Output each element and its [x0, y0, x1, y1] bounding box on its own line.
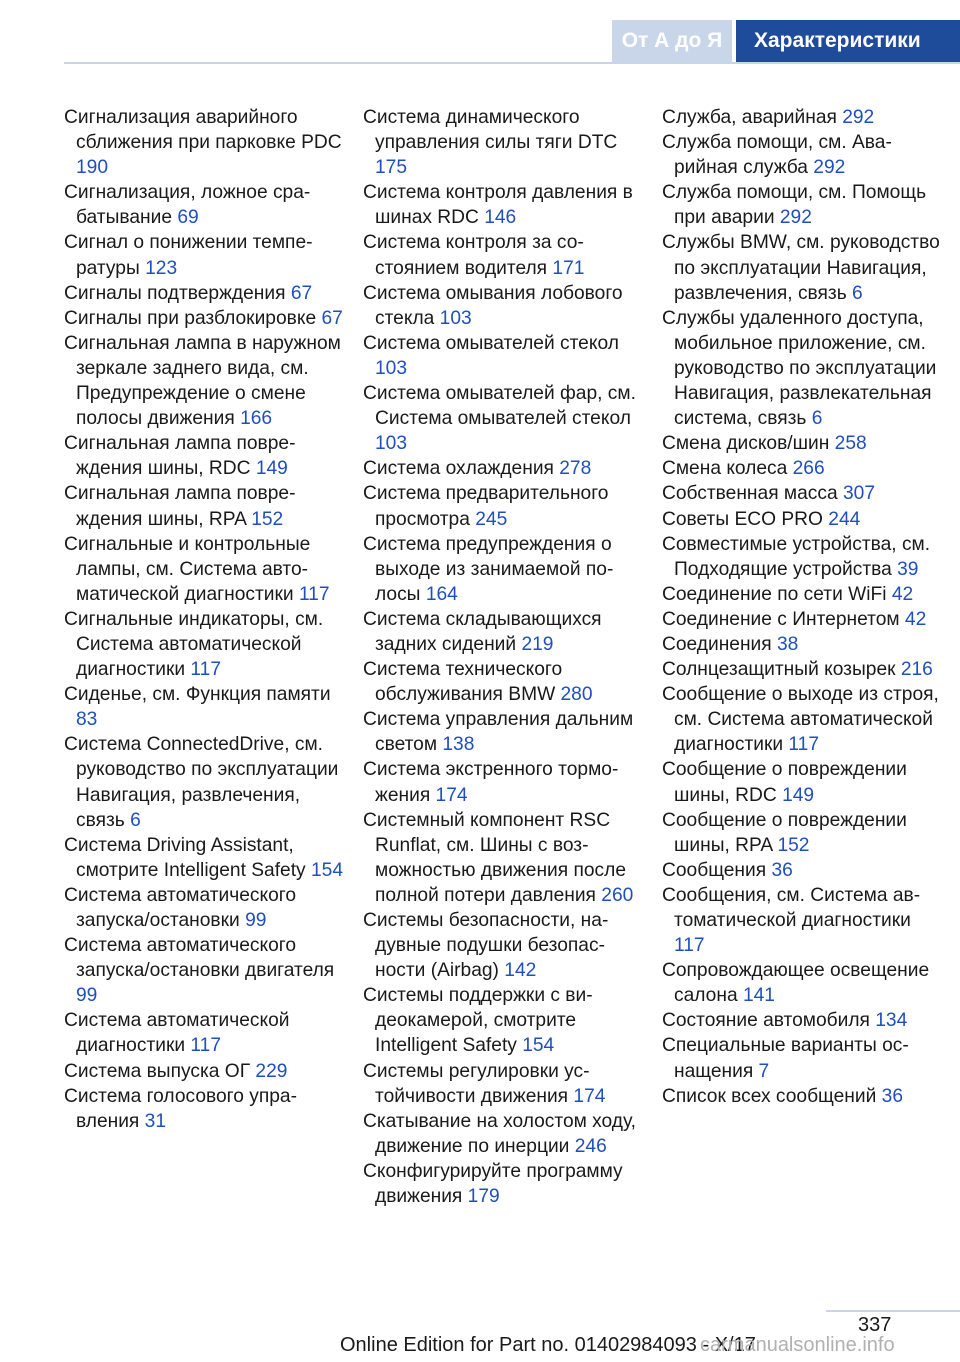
index-entry [363, 1159, 645, 1209]
entry-term: Система омывателей фар, см. Система омывателей стекол [363, 383, 636, 430]
page-header [0, 20, 960, 62]
index-entry [363, 381, 645, 456]
index-entry [363, 180, 645, 230]
index-entry [662, 507, 944, 532]
index-entry [662, 632, 944, 657]
entry-term: Система омывания лобового стекла [363, 282, 623, 329]
page-number: 337 [858, 1314, 892, 1336]
index-entry [662, 657, 944, 682]
page-link[interactable]: 6 [811, 408, 823, 430]
index-entry [662, 105, 944, 130]
page-link[interactable]: 138 [442, 734, 475, 756]
index-entry [363, 532, 645, 607]
entry-term: Система выпуска ОГ [64, 1060, 256, 1082]
entry-term: Сигнальная лампа в наружном зеркале заднего вида, см. Предупреждение о смене полосы движения [64, 332, 341, 430]
page-link[interactable]: 36 [881, 1085, 904, 1107]
entry-term: Система автоматического запуска/остановки двигателя [64, 935, 335, 982]
index-entry [363, 456, 645, 481]
page-link[interactable]: 149 [255, 458, 288, 480]
index-entry [662, 607, 944, 632]
page-link[interactable]: 103 [375, 357, 408, 379]
entry-term: Скатывание на холостом ходу, движение по инерции [363, 1110, 636, 1157]
entry-term: Сконфигурируйте программу движения [363, 1160, 623, 1208]
header-rule [64, 62, 960, 64]
index-entry [363, 1059, 645, 1109]
index-entry [64, 682, 346, 732]
page-link[interactable]: 36 [771, 859, 793, 881]
entry-term: Смена колеса [662, 458, 793, 480]
page-link[interactable]: 244 [828, 508, 861, 530]
tab-section-specs[interactable]: Характеристики [736, 20, 960, 62]
index-entry [64, 833, 346, 883]
entry-term: Сигнализация аварийного сближения при парковке PDC [64, 107, 342, 154]
index-entry [64, 306, 346, 331]
page-link[interactable]: 166 [240, 408, 273, 430]
entry-term: Система ConnectedDrive, см. руководство по эксплуатации Навигация, развлечения, связь [64, 734, 339, 831]
page-link[interactable]: 245 [475, 508, 508, 530]
entry-term: Служба помощи, см. Аварийная служба [662, 132, 892, 179]
index-entry [64, 180, 346, 230]
index-entry [662, 808, 944, 858]
index-entry [363, 481, 645, 531]
index-entry [363, 607, 645, 657]
page-link[interactable]: 307 [842, 483, 875, 505]
index-entry [363, 983, 645, 1058]
page-link[interactable]: 39 [897, 558, 919, 580]
page-link[interactable]: 260 [601, 884, 634, 906]
index-entry [662, 757, 944, 807]
index-entry [662, 481, 944, 506]
entry-term: Сообщение о повреждении шины, RDC [662, 759, 907, 806]
page-link[interactable]: 216 [900, 659, 933, 681]
tab-index-az[interactable]: От А до Я [612, 20, 732, 62]
page-link[interactable]: 266 [792, 458, 825, 480]
footer-rule [826, 1310, 960, 1312]
index-entry [64, 105, 346, 180]
page-link[interactable]: 152 [777, 834, 810, 856]
index-entry [363, 657, 645, 707]
page-link[interactable]: 278 [559, 458, 592, 480]
entry-term: Собственная масса [662, 483, 843, 505]
page-link[interactable]: 99 [245, 910, 267, 931]
index-entry [64, 1059, 346, 1084]
page-link[interactable]: 67 [321, 307, 343, 329]
index-entry [662, 130, 944, 180]
page-link[interactable]: 174 [435, 784, 468, 806]
entry-term: Сигнальные и контрольные лампы, см. Система автоматической диагностики [64, 533, 311, 605]
index-entry [363, 105, 645, 180]
index-column-1 [64, 105, 346, 1134]
entry-term: Службы BMW, см. руководство по эксплуатации Навигация, развлечения, связь [662, 232, 940, 304]
index-entry [64, 933, 346, 1008]
entry-term: Системы регулировки устойчивости движения [363, 1060, 590, 1107]
index-entry [363, 1109, 645, 1159]
entry-term: Сообщения, см. Система автоматической диагностики [662, 884, 921, 931]
page-link[interactable]: 154 [522, 1035, 555, 1057]
entry-term: Система предупреждения о выходе из занимаемой полосы [363, 533, 614, 605]
entry-term: Сигнал о понижении температуры [64, 232, 313, 279]
entry-term: Сигнальная лампа повреждения шины, RPA [64, 483, 296, 530]
page-link[interactable]: 123 [145, 257, 178, 279]
page-link[interactable]: 142 [504, 960, 537, 982]
entry-term: Сообщение о выходе из строя, см. Система автоматической диагностики [662, 684, 939, 756]
page-link[interactable]: 31 [144, 1110, 166, 1132]
page-link[interactable]: 149 [782, 784, 815, 806]
index-entry [662, 180, 944, 230]
index-entry [662, 532, 944, 582]
entry-term: Сигналы подтверждения [64, 282, 291, 304]
index-entry [64, 331, 346, 431]
entry-term: Системный компонент RSC Runflat, см. Шины с возможностью движения после полной потери давления [363, 809, 627, 906]
entry-term: Сигнальная лампа повреждения шины, RDC [64, 433, 296, 480]
entry-term: Сигналы при разблокировке [64, 307, 322, 329]
index-entry [64, 607, 346, 682]
entry-term: Сопровождающее освещение салона [662, 960, 930, 1007]
page-link[interactable]: 117 [190, 659, 221, 681]
entry-term: Сиденье, см. Функция памяти [64, 684, 331, 706]
index-entry [64, 1084, 346, 1134]
edition-note: Online Edition for Part no. 01402984093 - X/17 [340, 1334, 756, 1356]
page-link[interactable]: 292 [779, 207, 812, 229]
entry-term: Смена дисков/шин [662, 433, 835, 455]
entry-term: Сигнализация, ложное срабатывание [64, 182, 311, 229]
index-entry [64, 230, 346, 280]
watermark: carmanualsonline.info [700, 1334, 895, 1356]
page-link[interactable]: 67 [290, 282, 313, 304]
index-entry [662, 958, 944, 1008]
page-link[interactable]: 103 [439, 307, 472, 329]
page-link[interactable]: 42 [904, 608, 927, 630]
entry-term: Службы удаленного доступа, мобильное приложение, см. руководство по эксплуатации Навигация, развлекательная система, связь [662, 307, 937, 430]
page-link[interactable]: 258 [834, 433, 867, 455]
page-link[interactable]: 246 [574, 1135, 607, 1157]
entry-term: Соединение по сети WiFi [662, 583, 892, 605]
page-link[interactable]: 6 [852, 282, 863, 304]
index-entry [64, 532, 346, 607]
page-link[interactable]: 103 [375, 433, 408, 455]
entry-term: Системы безопасности, надувные подушки безопасности (Airbag) [363, 910, 609, 982]
entry-term: Совместимые устройства, см. Подходящие устройства [662, 533, 931, 580]
index-entry [662, 1033, 944, 1083]
page-link[interactable]: 134 [875, 1010, 908, 1032]
page-link[interactable]: 219 [521, 633, 554, 655]
index-entry [363, 331, 645, 381]
entry-term: Система автоматической диагностики [64, 1010, 290, 1057]
page-link[interactable]: 42 [891, 583, 914, 605]
index-entry [662, 431, 944, 456]
page-link[interactable]: 117 [674, 935, 705, 957]
page-link[interactable]: 179 [467, 1186, 500, 1208]
index-entry [662, 1008, 944, 1033]
entry-term: Сообщение о повреждении шины, RPA [662, 809, 907, 856]
entry-term: Специальные варианты оснащения [662, 1035, 909, 1082]
page-link[interactable]: 164 [425, 583, 458, 605]
index-entry [662, 883, 944, 958]
entry-term: Система динамического управления силы тяги DTC [363, 107, 618, 154]
entry-term: Система экстренного торможения [363, 759, 619, 806]
index-entry [662, 230, 944, 305]
index-entry [662, 456, 944, 481]
index-entry [662, 858, 944, 883]
entry-term: Система контроля за состоянием водителя [363, 232, 584, 279]
index-column-2 [363, 105, 645, 1209]
entry-term: Система охлаждения [363, 458, 560, 480]
index-entry [64, 481, 346, 531]
page-link[interactable]: 117 [190, 1035, 221, 1057]
entry-term: Состояние автомобиля [662, 1010, 876, 1032]
page-link[interactable]: 175 [375, 157, 408, 179]
index-entry [64, 1008, 346, 1058]
page-link[interactable]: 83 [76, 709, 98, 731]
entry-term: Система Driving Assistant, смотрите Intelligent Safety [64, 834, 311, 881]
page-link[interactable]: 292 [813, 157, 846, 179]
entry-term: Система омывателей стекол [363, 332, 619, 354]
page-link[interactable]: 117 [298, 583, 330, 605]
page-link[interactable]: 292 [842, 107, 875, 128]
page-link[interactable]: 152 [251, 508, 284, 530]
index-entry [662, 582, 944, 607]
page-link[interactable]: 38 [777, 633, 799, 655]
index-entry [662, 306, 944, 431]
entry-term: Системы поддержки с видеокамерой, смотрите Intelligent Safety [363, 985, 593, 1057]
entry-term: Система предварительного просмотра [363, 483, 609, 530]
entry-term: Соединения [662, 633, 777, 655]
page-link[interactable]: 229 [255, 1060, 288, 1082]
index-entry [64, 883, 346, 933]
entry-term: Советы ECO PRO [662, 508, 829, 530]
page-link[interactable]: 6 [130, 809, 141, 831]
index-entry [363, 808, 645, 908]
index-entry [363, 908, 645, 983]
index-entry [662, 1084, 944, 1109]
entry-term: Система автоматического запуска/остановки [64, 884, 297, 931]
page-link[interactable]: 154 [310, 859, 343, 881]
page-link[interactable]: 69 [177, 207, 199, 229]
index-entry [363, 230, 645, 280]
entry-term: Система контроля давления в шинах RDC [363, 182, 633, 229]
entry-term: Система технического обслуживания BMW [363, 659, 563, 706]
entry-term: Список всех сообщений [662, 1085, 882, 1107]
index-entry [363, 281, 645, 331]
entry-term: Система голосового управления [64, 1085, 297, 1132]
page-link[interactable]: 174 [573, 1085, 606, 1107]
page-link[interactable]: 117 [788, 734, 819, 756]
entry-term: Система управления дальним светом [363, 709, 634, 756]
page-link[interactable]: 280 [560, 684, 593, 706]
entry-term: Солнцезащитный козырек [662, 659, 901, 681]
page-link[interactable]: 141 [742, 985, 775, 1007]
page-link[interactable]: 99 [76, 985, 98, 1007]
index-entry [363, 707, 645, 757]
entry-term: Соединение с Интернетом [662, 608, 905, 630]
page-link[interactable]: 146 [484, 207, 517, 229]
entry-term: Система складывающихся задних сидений [363, 608, 602, 655]
index-entry [64, 732, 346, 832]
entry-term: Служба, аварийная [662, 107, 843, 128]
entry-term: Сигнальные индикаторы, см. Система автоматической диагностики [64, 608, 324, 681]
entry-term: Служба помощи, см. Помощь при аварии [662, 182, 927, 229]
entry-term: Сообщения [662, 859, 772, 881]
page-link[interactable]: 171 [552, 257, 585, 279]
page-link[interactable]: 7 [758, 1060, 770, 1082]
index-column-3 [662, 105, 944, 1109]
index-entry [64, 431, 346, 481]
page-link[interactable]: 190 [76, 157, 109, 179]
index-entry [64, 281, 346, 306]
index-entry [662, 682, 944, 757]
index-entry [363, 757, 645, 807]
